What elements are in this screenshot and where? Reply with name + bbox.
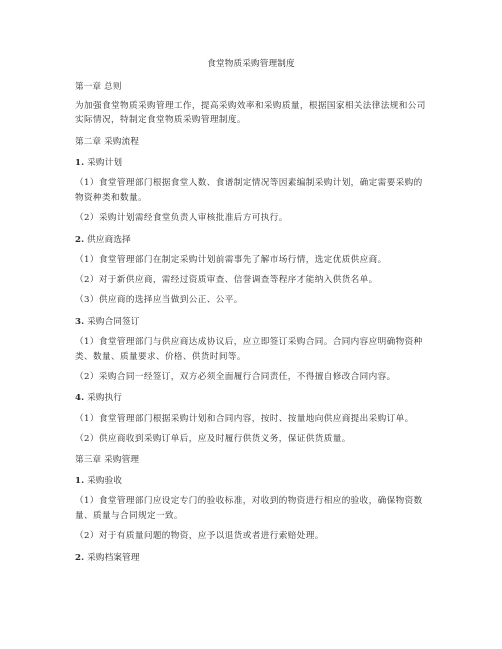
document-title: 食堂物质采购管理制度 — [207, 59, 295, 69]
paragraph-line: （2）采购计划需经食堂负责人审核批准后方可执行。 — [75, 213, 288, 223]
paragraph-line: （1）食堂管理部门应设定专门的验收标准，对收到的物资进行相应的验收，确保物资数 — [75, 496, 423, 506]
section-number: 2. — [75, 553, 85, 563]
chapter-3-heading: 第三章 采购管理 — [75, 455, 140, 465]
section-label: 采购档案管理 — [87, 553, 140, 563]
paragraph-line: （2）对于有质量问题的物资，应予以退货或者进行索赔处理。 — [75, 531, 324, 541]
paragraph-line: （1）食堂管理部门与供应商达成协议后，应立即签订采购合同。合同内容应明确物资种 — [75, 337, 423, 347]
paragraph-line: 物资种类和数量。 — [75, 193, 147, 203]
chapter-2-heading: 第二章 采购流程 — [75, 137, 140, 147]
section-label: 采购合同签订 — [87, 317, 140, 327]
section-heading — [75, 316, 435, 329]
paragraph-line: （1）食堂管理部门根据采购计划和合同内容，按时、按量地向供应商提出采购订单。 — [75, 414, 414, 424]
section-label: 采购执行 — [87, 393, 123, 403]
paragraph-line: （3）供应商的选择应当做到公正、公平。 — [75, 295, 243, 305]
paragraph-line: （1）食堂管理部门在制定采购计划前需事先了解市场行情，选定优质供应商。 — [75, 255, 387, 265]
paragraph-line: 类、数量、质量要求、价格、供货时间等。 — [75, 352, 246, 362]
section-heading — [75, 475, 435, 488]
section-number: 1. — [75, 158, 85, 168]
section-number: 2. — [75, 235, 85, 245]
section-number: 4. — [75, 393, 85, 403]
section-heading — [75, 392, 435, 405]
section-heading — [75, 552, 435, 565]
chapter-1-heading: 第一章 总则 — [75, 82, 122, 92]
chapter-1-paragraph-line-1: 为加强食堂物质采购管理工作，提高采购效率和采购质量，根据国家相关法律法规和公司 — [75, 101, 426, 111]
section-label: 采购计划 — [87, 158, 123, 168]
paragraph-line: （2）采购合同一经签订，双方必须全面履行合同责任，不得擅自修改合同内容。 — [75, 372, 396, 382]
section-number: 1. — [75, 476, 85, 486]
section-label: 采购验收 — [87, 476, 123, 486]
section-heading — [75, 234, 435, 247]
paragraph-line: （1）食堂管理部门根据食堂人数、食谱制定情况等因素编制采购计划，确定需要采购的 — [75, 178, 423, 188]
chapter-1-paragraph-line-2: 实际情况，特制定食堂物质采购管理制度。 — [75, 115, 246, 125]
section-number: 3. — [75, 317, 85, 327]
paragraph-line: （2）对于新供应商，需经过资质审查、信誉调查等程序才能纳入供货名单。 — [75, 275, 378, 285]
paragraph-line: 量、质量与合同规定一致。 — [75, 511, 183, 521]
section-heading — [75, 157, 435, 170]
section-label: 供应商选择 — [87, 235, 131, 245]
paragraph-line: （2）供应商收到采购订单后，应及时履行供货义务，保证供货质量。 — [75, 434, 351, 444]
